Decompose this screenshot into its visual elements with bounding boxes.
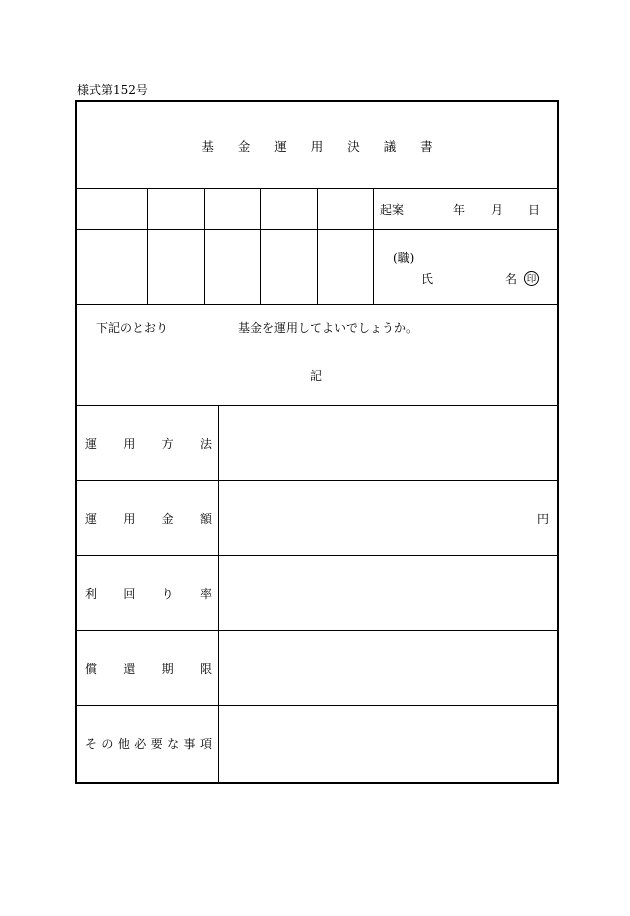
stamp-box[interactable] bbox=[205, 230, 260, 304]
yield-field[interactable] bbox=[219, 556, 557, 630]
stamp-col-divider bbox=[373, 188, 374, 304]
month-field[interactable] bbox=[467, 200, 489, 220]
other-field[interactable] bbox=[219, 706, 557, 782]
ki-label: 記 bbox=[310, 369, 323, 383]
form-number: 様式第152号 bbox=[77, 83, 148, 97]
label-char: 期 bbox=[161, 662, 174, 676]
label-char: 必 bbox=[134, 737, 147, 751]
label-char: 運 bbox=[85, 437, 98, 451]
method-field[interactable] bbox=[219, 406, 557, 480]
fund-name-field[interactable] bbox=[172, 318, 234, 338]
label-char: 項 bbox=[199, 737, 212, 751]
row-label-other bbox=[77, 706, 218, 781]
label-char: 要 bbox=[150, 737, 163, 751]
stamp-box[interactable] bbox=[261, 230, 317, 304]
name-label-second: 名 bbox=[505, 272, 518, 286]
label-char: 運 bbox=[85, 512, 98, 526]
stamp-box[interactable] bbox=[318, 230, 373, 304]
label-char: 償 bbox=[85, 662, 98, 676]
row-label-method bbox=[77, 406, 218, 481]
row-label-amount bbox=[77, 481, 218, 556]
row-label-redemption bbox=[77, 631, 218, 706]
yen-unit: 円 bbox=[537, 512, 550, 526]
resolution-form bbox=[75, 100, 559, 784]
position-field[interactable] bbox=[417, 250, 517, 268]
label-char: な bbox=[167, 737, 180, 751]
stamp-box[interactable] bbox=[148, 230, 204, 304]
stamp-box[interactable] bbox=[77, 230, 147, 304]
label-char: 利 bbox=[85, 587, 98, 601]
seal-mark-icon: 印 bbox=[524, 271, 539, 286]
row-label-yield bbox=[77, 556, 218, 631]
year-label: 年 bbox=[453, 203, 466, 217]
label-char: 金 bbox=[161, 512, 174, 526]
label-char: 額 bbox=[199, 512, 212, 526]
stamp-box[interactable] bbox=[77, 189, 147, 229]
day-field[interactable] bbox=[505, 200, 527, 220]
name-label-first: 氏 bbox=[421, 272, 434, 286]
intro-right-text: 基金を運用してよいでしょうか。 bbox=[238, 321, 419, 335]
day-label: 日 bbox=[528, 203, 541, 217]
kian-label: 起案 bbox=[380, 203, 405, 217]
label-char: 回 bbox=[123, 587, 136, 601]
label-char: 限 bbox=[199, 662, 212, 676]
redemption-field[interactable] bbox=[219, 631, 557, 705]
stamp-box[interactable] bbox=[148, 189, 204, 229]
label-char: 率 bbox=[199, 587, 212, 601]
label-char: り bbox=[161, 587, 174, 601]
stamp-box[interactable] bbox=[261, 189, 317, 229]
stamp-box[interactable] bbox=[318, 189, 373, 229]
form-title: 基 金 運 用 決 議 書 bbox=[201, 139, 443, 154]
label-char: 法 bbox=[199, 437, 212, 451]
label-char: 方 bbox=[161, 437, 174, 451]
name-field[interactable] bbox=[435, 269, 501, 289]
label-char: 還 bbox=[123, 662, 136, 676]
stamp-box[interactable] bbox=[205, 189, 260, 229]
label-char: 事 bbox=[183, 737, 196, 751]
amount-field[interactable] bbox=[219, 481, 557, 555]
label-char: の bbox=[101, 737, 114, 751]
position-label: (職) bbox=[393, 251, 415, 265]
label-char: 他 bbox=[117, 737, 130, 751]
month-label: 月 bbox=[491, 203, 504, 217]
year-field[interactable] bbox=[397, 200, 447, 220]
divider-approval-bottom bbox=[77, 304, 557, 305]
label-char: 用 bbox=[123, 512, 136, 526]
intro-left-text: 下記のとおり bbox=[96, 321, 169, 335]
label-char: そ bbox=[85, 737, 98, 751]
label-char: 用 bbox=[123, 437, 136, 451]
